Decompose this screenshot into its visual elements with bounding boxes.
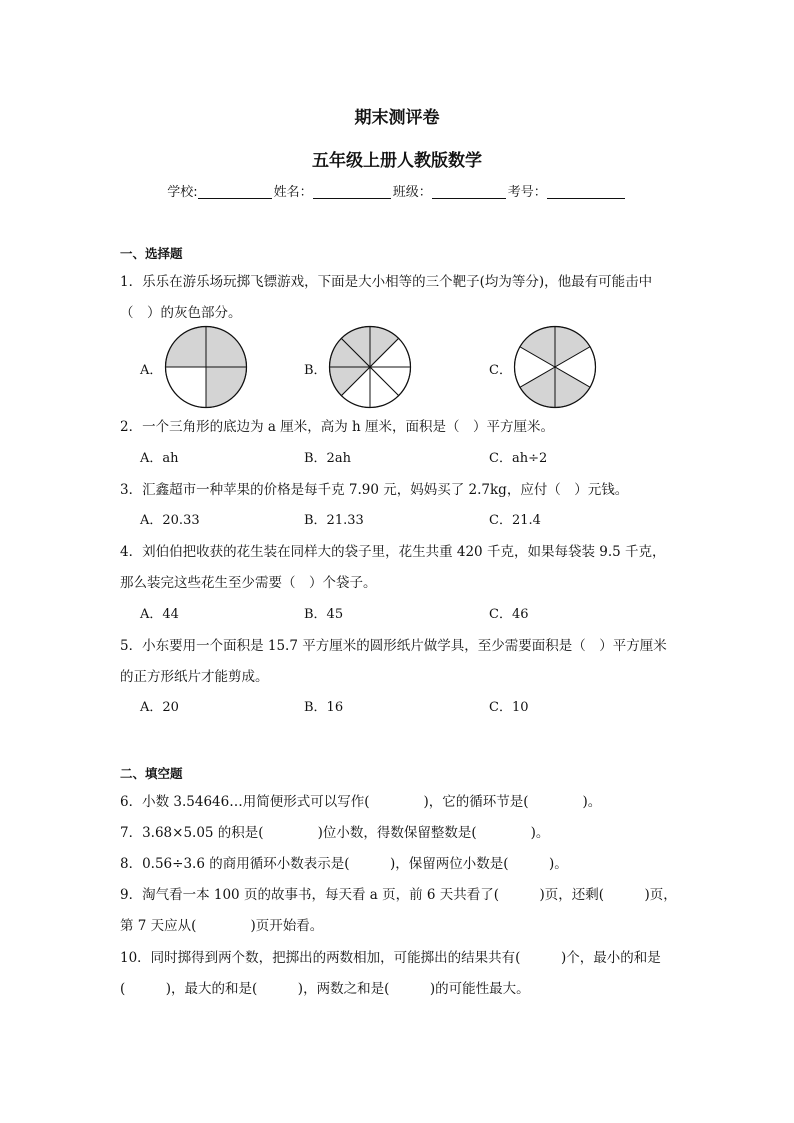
q10-text-line1: 10．同时掷得到两个数，把掷出的两数相加，可能掷出的结果共有( )个，最小的和是 — [120, 950, 661, 966]
q9-text-line1: 9．淘气看一本 100 页的故事书，每天看 a 页，前 6 天共看了( )页，还剩( )页， — [120, 887, 677, 903]
q1-text-line1: 1．乐乐在游乐场玩掷飞镖游戏，下面是大小相等的三个靶子(均为等分)，他最有可能击中 — [120, 274, 653, 290]
class-blank — [432, 185, 506, 199]
q5-option-a: A．20 — [140, 700, 179, 715]
q5-option-b: B．16 — [304, 700, 344, 715]
q2-option-c: C．ah÷2 — [489, 451, 548, 466]
q10-text-line2: ( )，最大的和是( )，两数之和是( )的可能性最大。 — [120, 981, 530, 997]
student-info-row — [0, 181, 794, 200]
q3-option-c: C．21.4 — [489, 513, 541, 528]
school-label: 学校: — [167, 185, 198, 200]
q2-option-b: B．2ah — [304, 451, 351, 466]
exam-no-label: 考号： — [507, 185, 547, 200]
q5-option-c: C．10 — [489, 700, 529, 715]
q3-option-a: A．20.33 — [140, 513, 200, 528]
q5-text-line1: 5．小东要用一个面积是 15.7 平方厘米的圆形纸片做学具，至少需要面积是（ ）平方厘米 — [120, 638, 667, 654]
dartboard-b — [328, 325, 412, 409]
school-blank — [198, 185, 272, 199]
q8-text: 8．0.56÷3.6 的商用循环小数表示是( )，保留两位小数是( )。 — [120, 856, 568, 872]
class-label: 班级： — [392, 185, 432, 200]
q6-text: 6．小数 3.54646…用简便形式可以写作( )，它的循环节是( )。 — [120, 794, 602, 810]
q4-text-line1: 4．刘伯伯把收获的花生装在同样大的袋子里，花生共重 420 千克，如果每袋装 9.5 千克， — [120, 544, 666, 560]
q1-text-line2: （ ）的灰色部分。 — [120, 305, 242, 321]
q1-option-a-label: A． — [140, 363, 163, 378]
q3-option-b: B．21.33 — [304, 513, 364, 528]
q4-text-line2: 那么装完这些花生至少需要（ ）个袋子。 — [120, 575, 377, 591]
q7-text: 7．3.68×5.05 的积是( )位小数，得数保留整数是( )。 — [120, 825, 550, 841]
name-label: 姓名： — [273, 185, 313, 200]
q3-text: 3．汇鑫超市一种苹果的价格是每千克 7.90 元，妈妈买了 2.7kg，应付（ ）元钱。 — [120, 482, 629, 498]
name-blank — [313, 185, 391, 199]
exam-title: 期末测评卷 — [354, 108, 440, 128]
q4-option-c: C．46 — [489, 607, 529, 622]
exam-no-blank — [547, 185, 625, 199]
q4-option-b: B．45 — [304, 607, 344, 622]
q4-option-a: A．44 — [140, 607, 179, 622]
section-heading-choice: 一、选择题 — [120, 246, 183, 261]
q2-option-a: A．ah — [140, 451, 179, 466]
q5-text-line2: 的正方形纸片才能剪成。 — [120, 669, 269, 685]
exam-subtitle: 五年级上册人教版数学 — [312, 151, 482, 171]
q1-option-c-label: C． — [489, 363, 512, 378]
dartboard-c — [513, 325, 597, 409]
section-heading-fill: 二、填空题 — [120, 766, 183, 781]
q1-option-b-label: B． — [304, 363, 327, 378]
q9-text-line2: 第 7 天应从( )页开始看。 — [120, 918, 324, 934]
dartboard-a — [164, 325, 248, 409]
q2-text: 2．一个三角形的底边为 a 厘米，高为 h 厘米，面积是（ ）平方厘米。 — [120, 419, 554, 435]
